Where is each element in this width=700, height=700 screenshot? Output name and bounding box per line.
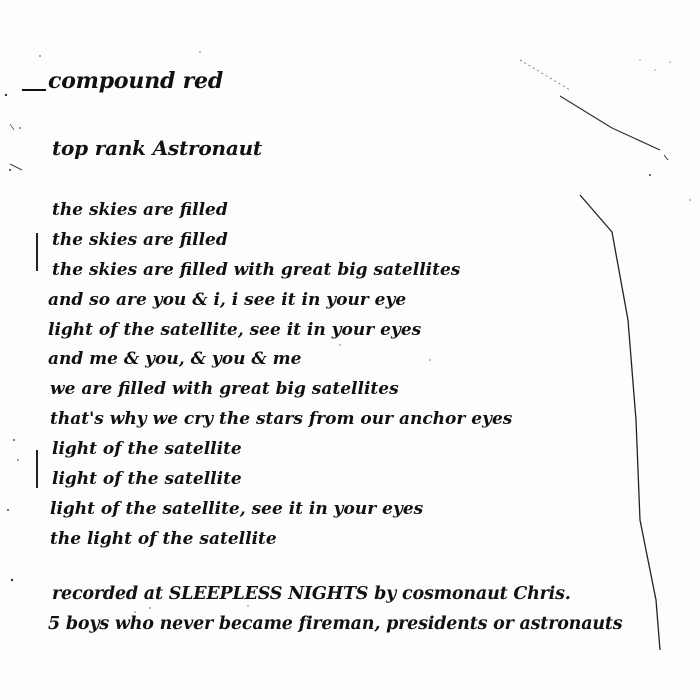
recording-credit: recorded at SLEEPLESS NIGHTS by cosmonaut Chris. bbox=[52, 584, 571, 604]
lyrics-block bbox=[48, 196, 512, 555]
lyric-line: the skies are filled with great big satellites bbox=[52, 259, 461, 280]
lyric-line: the skies are filled bbox=[52, 229, 228, 250]
lyric-line: light of the satellite, see it in your eyes bbox=[50, 498, 424, 519]
margin-mark-bottom bbox=[36, 450, 38, 488]
lyric-line: light of the satellite bbox=[52, 439, 242, 460]
lyric-line: and me & you, & you & me bbox=[48, 349, 302, 370]
lyric-line: light of the satellite bbox=[52, 469, 242, 490]
lyric-line: that's why we cry the stars from our anchor eyes bbox=[50, 409, 513, 430]
band-name: compound red bbox=[48, 68, 224, 94]
margin-mark-top bbox=[36, 233, 38, 271]
lyric-line: the light of the satellite bbox=[50, 528, 277, 549]
song-title: top rank Astronaut bbox=[52, 136, 262, 160]
lyric-line: light of the satellite, see it in your eyes bbox=[48, 319, 422, 340]
band-dash bbox=[22, 89, 46, 91]
lyric-line: we are filled with great big satellites bbox=[50, 379, 399, 400]
band-tagline: 5 boys who never became fireman, presidents or astronauts bbox=[48, 614, 623, 634]
lyric-line: and so are you & i, i see it in your eye bbox=[48, 289, 407, 310]
lyric-line: the skies are filled bbox=[52, 200, 228, 220]
